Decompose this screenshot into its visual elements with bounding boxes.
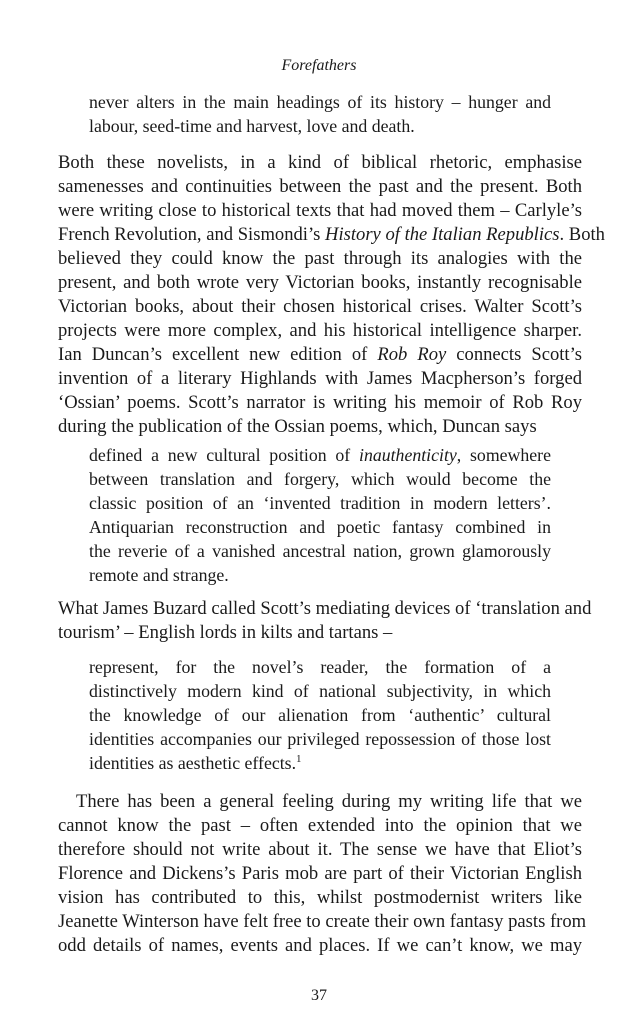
paragraph-line: samenesses and continuities between the past and the present. Both	[58, 176, 582, 197]
block-quote-line: the reverie of a vanished ancestral nation, grown glamorously	[89, 541, 551, 561]
page-number: 37	[311, 987, 327, 1004]
paragraph-line: therefore should not write about it. The sense we have that Eliot’s	[58, 839, 582, 860]
paragraph-line: during the publication of the Ossian poems, which, Duncan says	[58, 416, 537, 437]
running-head: Forefathers	[281, 57, 357, 74]
paragraph-line: Victorian books, about their chosen historical crises. Walter Scott’s	[58, 296, 582, 317]
paragraph-line: believed they could know the past through its analogies with the	[58, 248, 582, 269]
block-quote-line: distinctively modern kind of national subjectivity, in which	[89, 681, 551, 701]
italic-title: inauthenticity	[359, 445, 457, 465]
paragraph-line: Florence and Dickens’s Paris mob are part of their Victorian English	[58, 863, 582, 884]
block-quote-line: labour, seed-time and harvest, love and death.	[89, 116, 415, 136]
block-quote-line: defined a new cultural position of inauthenticity, somewhere	[89, 445, 551, 465]
paragraph-line: There has been a general feeling during my writing life that we	[76, 791, 582, 812]
paragraph-line: projects were more complex, and his historical intelligence sharper.	[58, 320, 582, 341]
block-quote-line: classic position of an ‘invented tradition in modern letters’.	[89, 493, 551, 513]
block-quote-line: identities as aesthetic effects.$^1$	[89, 753, 302, 773]
block-quote-line: identities accompanies our privileged repossession of those lost	[89, 729, 551, 749]
block-quote-line: Antiquarian reconstruction and poetic fantasy combined in	[89, 517, 551, 537]
paragraph-line: Both these novelists, in a kind of biblical rhetoric, emphasise	[58, 152, 582, 173]
paragraph-line: vision has contributed to this, whilst postmodernist writers like	[58, 887, 582, 908]
italic-title: History of the Italian Republics	[325, 224, 560, 245]
paragraph-line: tourism’ – English lords in kilts and tartans –	[58, 622, 393, 643]
footnote-marker[interactable]: 1	[296, 753, 302, 765]
paragraph-line: present, and both wrote very Victorian books, instantly recognisable	[58, 272, 582, 293]
paragraph-line: What James Buzard called Scott’s mediating devices of ‘translation and	[58, 598, 592, 619]
paragraph-line: were writing close to historical texts that had moved them – Carlyle’s	[58, 200, 582, 221]
paragraph-line: French Revolution, and Sismondi’s History of the Italian Republics. Both	[58, 224, 605, 245]
paragraph-line: ‘Ossian’ poems. Scott’s narrator is writing his memoir of Rob Roy	[58, 392, 582, 413]
paragraph-line: Ian Duncan’s excellent new edition of Rob Roy connects Scott’s	[58, 344, 582, 365]
block-quote-line: remote and strange.	[89, 565, 229, 585]
block-quote-line: represent, for the novel’s reader, the formation of a	[89, 657, 551, 677]
paragraph-line: odd details of names, events and places. If we can’t know, we may	[58, 935, 582, 956]
paragraph-line: Jeanette Winterson have felt free to create their own fantasy pasts from	[58, 911, 587, 932]
italic-title: Rob Roy	[377, 344, 447, 365]
block-quote-line: never alters in the main headings of its history – hunger and	[89, 92, 551, 112]
paragraph-line: invention of a literary Highlands with James Macpherson’s forged	[58, 368, 582, 389]
paragraph-line: cannot know the past – often extended into the opinion that we	[58, 815, 582, 836]
block-quote-line: the knowledge of our alienation from ‘authentic’ cultural	[89, 705, 551, 725]
block-quote-line: between translation and forgery, which would become the	[89, 469, 551, 489]
